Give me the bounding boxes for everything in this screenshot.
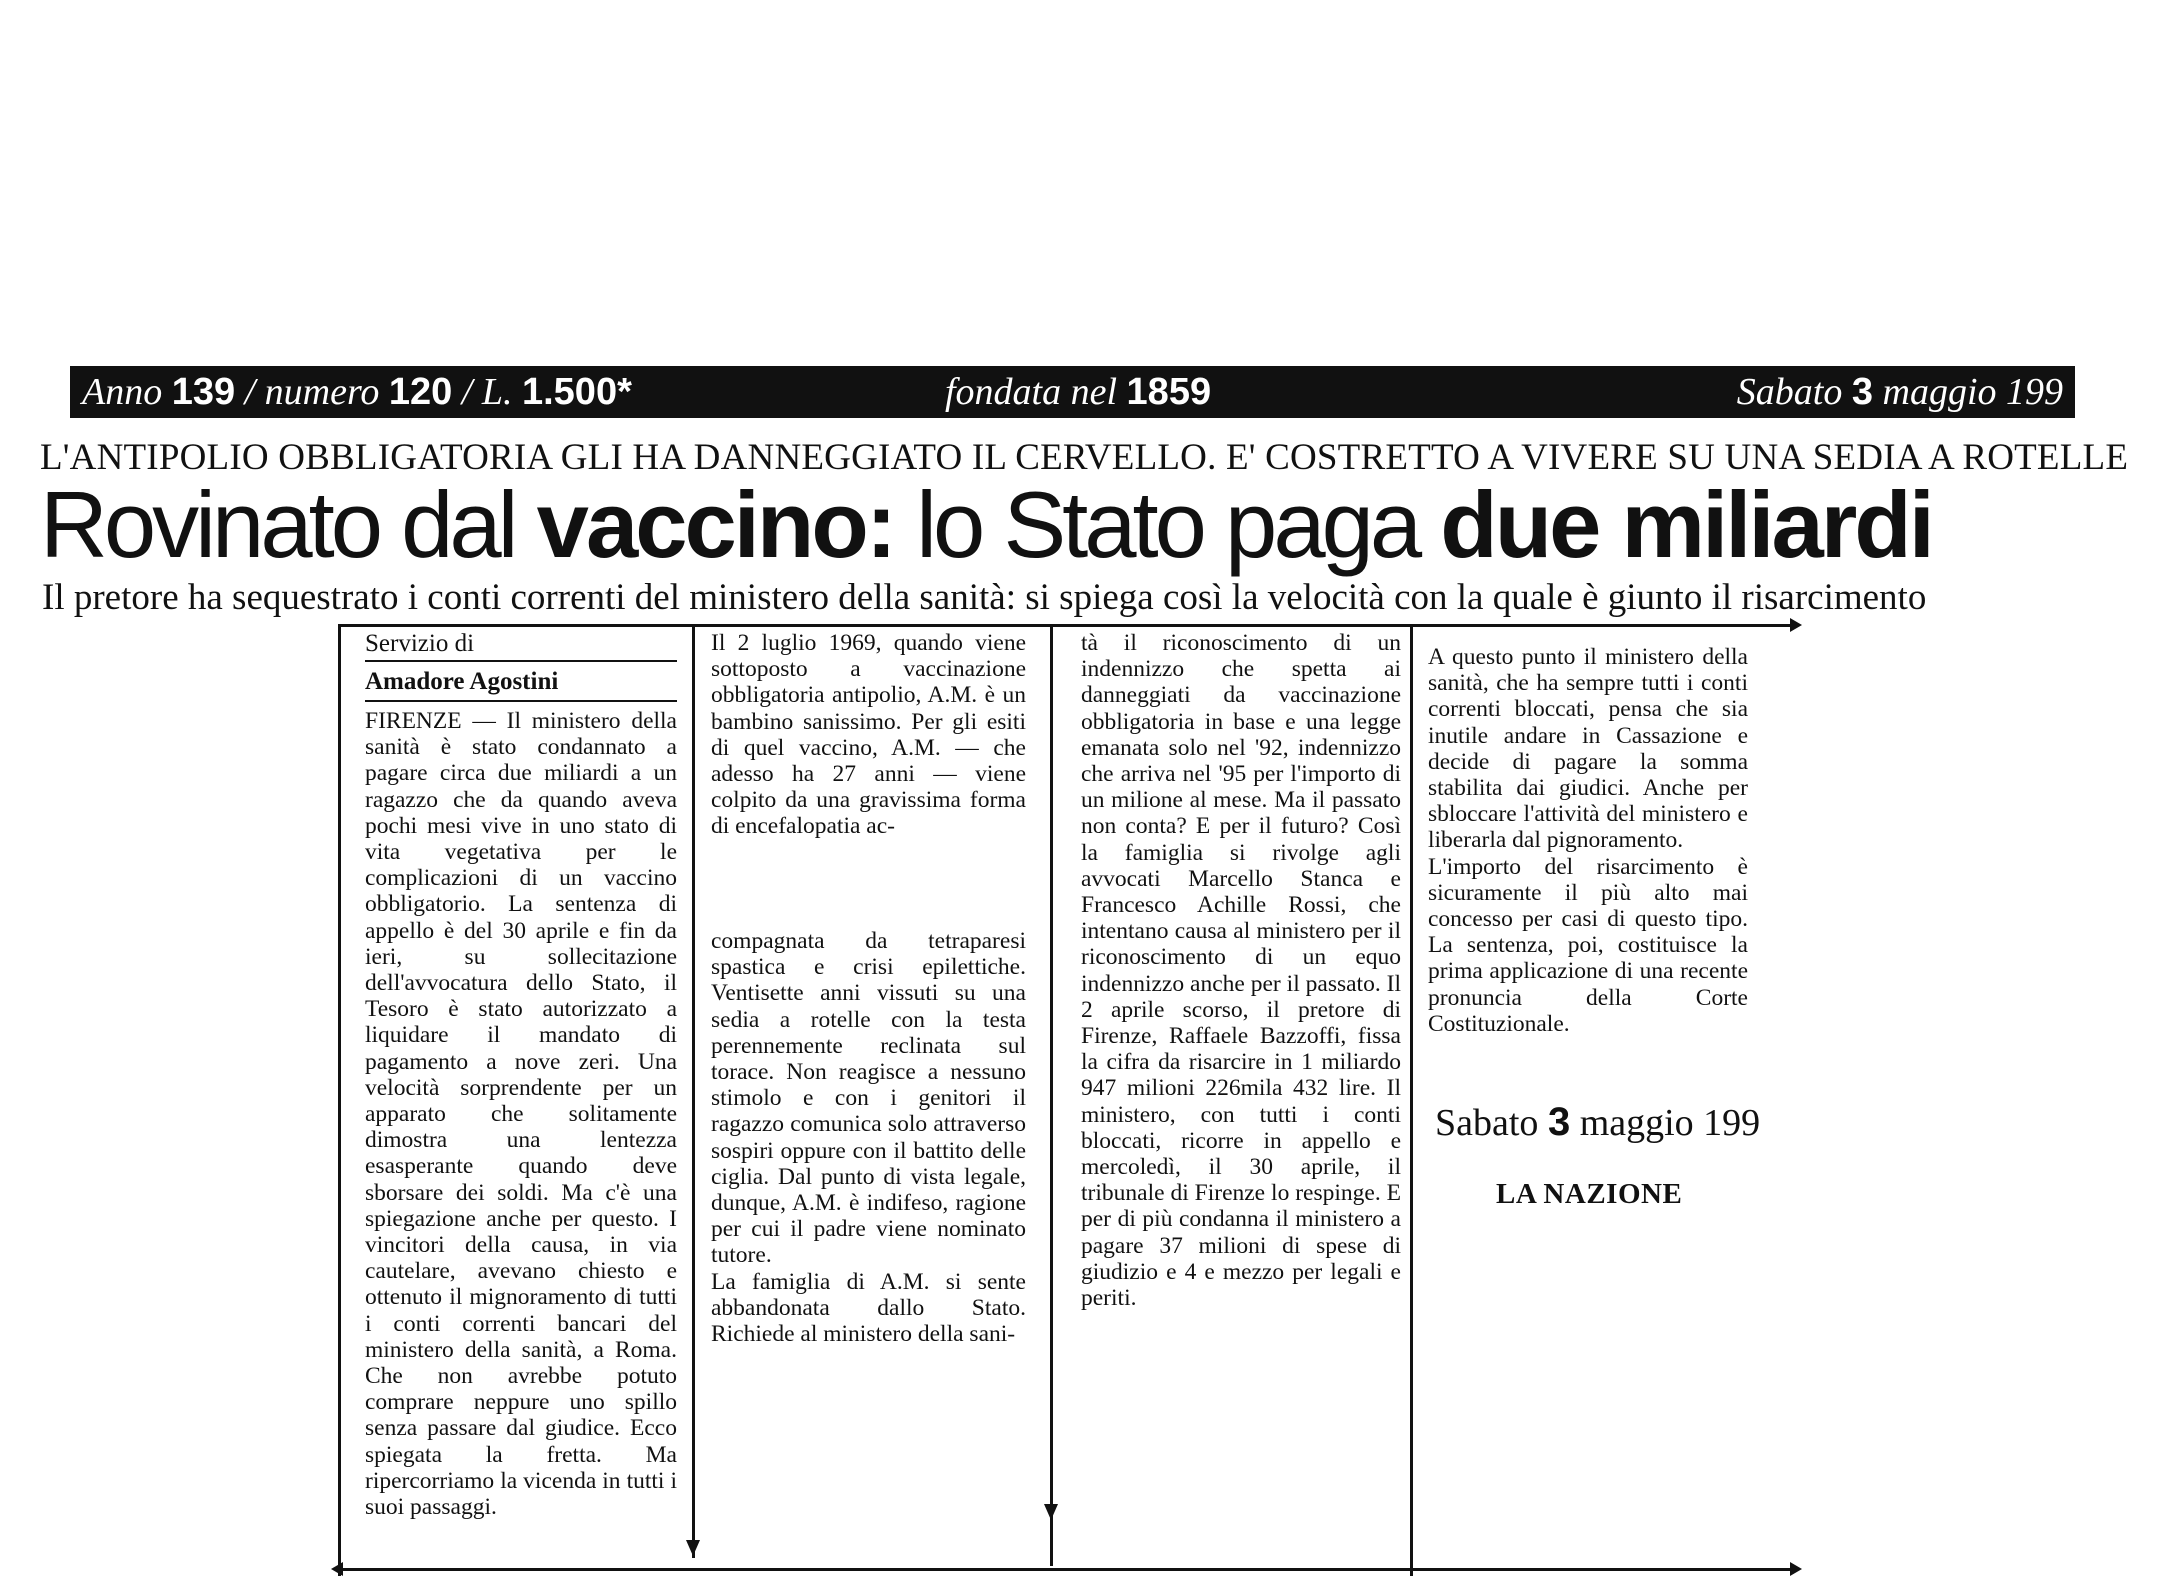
article-column-2-bottom	[711, 928, 1026, 1347]
headline-part-4: due miliardi	[1440, 472, 1932, 577]
arrow-right-icon	[1790, 618, 1802, 632]
top-frame-rule	[338, 624, 1792, 627]
article-column-1	[365, 708, 677, 1520]
price-label: / L.	[461, 371, 513, 413]
headline-part-2: vaccino:	[536, 472, 895, 577]
arrow-down-icon	[1044, 1504, 1058, 1520]
column-rule	[338, 626, 341, 1576]
numero-number: 120	[388, 371, 453, 413]
masthead-bar	[70, 366, 2085, 418]
article-column-4	[1428, 644, 1748, 1037]
arrow-left-icon	[331, 1562, 343, 1576]
founded-year: 1859	[1126, 371, 1212, 413]
byline-rule	[365, 700, 677, 702]
numero-label: / numero	[244, 371, 380, 413]
anno-label: Anno	[82, 371, 163, 413]
column-rule	[1410, 626, 1413, 1576]
article-paragraph: Il 2 luglio 1969, quando viene sottoposto a vaccinazione obbligatoria antipolio, A.M. è un bambino sanissimo. Per gli esiti di quel vaccino, A.M. — che adesso ha 27 anni — viene colpito da una gravissima forma di encefalopatia ac-	[711, 630, 1026, 840]
clipping-date	[1435, 1100, 1760, 1145]
newspaper-source: LA NAZIONE	[1496, 1178, 1683, 1210]
article-paragraph: tà il riconoscimento di un indennizzo che spetta ai danneggiati da vaccinazione obbligatoria in base e una legge emanata solo nel '92, indennizzo che arriva nel '95 per l'importo di un milione al mese. Ma il passato non conta? E per il futuro? Così la famiglia si rivolge agli avvocati Marcello Stanca e Francesco Achille Rossi, che intentano causa al ministero per il riconoscimento di un equo indennizzo anche per il passato. Il 2 aprile scorso, il pretore di Firenze, Raffaele Bazzoffi, fissa la cifra da risarcire in 1 miliardo 947 milioni 226mila 432 lire. Il ministero, con tutti i conti bloccati, ricorre in appello e mercoledì, il 30 aprile, il tribunale di Firenze lo respinge. E per di più condanna il ministero a pagare 37 milioni di spese di giudizio e 4 e mezzo per legali e periti.	[1081, 630, 1401, 1312]
byline-label: Servizio di	[365, 630, 475, 657]
clipping-date-number: 3	[1547, 1100, 1571, 1144]
clipping-date-day: Sabato	[1435, 1102, 1539, 1144]
masthead-date-day: Sabato	[1736, 371, 1843, 413]
article-paragraph: FIRENZE — Il ministero della sanità è stato condannato a pagare circa due miliardi a un ragazzo che da quando aveva pochi mesi vive in uno stato di vita vegetativa per le complicazioni di un vaccino obbligatorio. La sentenza di appello è del 30 aprile e fin da ieri, su sollecitazione dell'avvocatura dello Stato, il Tesoro è stato autorizzato a liquidare il mandato di pagamento a nove zeri. Una velocità sorprendente per un apparato che solitamente dimostra una lentezza esasperante quando deve sborsare dei soldi. Ma c'è una spiegazione anche per questo. I vincitori della causa, in via cautelare, avevano chiesto e ottenuto il mignoramento di tutti i conti correnti bancari del ministero della sanità, a Roma. Che non avrebbe potuto comprare neppure uno spillo senza passare dal giudice. Ecco spiegata la fretta. Ma ripercorriamo la vicenda in tutti i suoi passaggi.	[365, 708, 677, 1521]
article-paragraph: L'importo del risarcimento è sicuramente il più alto mai concesso per casi di questo tipo. La sentenza, poi, costituisce la prima applicazione di una recente pronuncia della Corte Costituzionale.	[1428, 853, 1748, 1037]
masthead-date	[1737, 370, 2063, 414]
arrow-right-icon	[1790, 1562, 1802, 1576]
clipping-date-month: maggio 199	[1579, 1102, 1761, 1144]
anno-number: 139	[171, 371, 236, 413]
article-paragraph: A questo punto il ministero della sanità, che ha sempre tutti i conti correnti bloccati, pensa che sia inutile andare in Cassazione e decide di pagare la somma stabilita dai giudici. Anche per sbloccare l'attività del ministero e liberarla dal pignoramento.	[1428, 644, 1748, 854]
article-paragraph: compagnata da tetraparesi spastica e crisi epilettiche. Ventisette anni vissuti su una sedia a rotelle con la testa perennemente reclinata sul torace. Non reagisce a nessuno stimolo e con i genitori il ragazzo comunica solo attraverso sospiri oppure con il battito delle ciglia. Dal punto di vista legale, dunque, A.M. è indifeso, ragione per cui il padre viene nominato tutore.	[711, 928, 1026, 1269]
headline-part-1: Rovinato dal	[40, 472, 537, 577]
founded-label: fondata nel	[945, 371, 1118, 413]
main-headline	[40, 470, 1932, 580]
article-column-3	[1081, 630, 1401, 1311]
column-rule	[692, 626, 695, 1558]
article-column-2-top	[711, 630, 1026, 840]
masthead-date-number: 3	[1851, 371, 1873, 413]
arrow-down-icon	[686, 1540, 700, 1556]
kicker-headline: L'ANTIPOLIO OBBLIGATORIA GLI HA DANNEGGIATO IL CERVELLO. E' COSTRETTO A VIVERE SU UNA SEDIA A ROTELLE	[40, 437, 2129, 478]
headline-part-3: lo Stato paga	[894, 472, 1441, 577]
price-value: 1.500*	[521, 371, 632, 413]
column-rule	[1050, 626, 1053, 1566]
byline-rule	[365, 660, 677, 662]
masthead-founded	[945, 370, 1211, 414]
subheadline: Il pretore ha sequestrato i conti correnti del ministero della sanità: si spiega così la velocità con la quale è giunto il risarcimento	[42, 577, 1927, 618]
masthead-date-month: maggio 199	[1882, 371, 2063, 413]
bottom-frame-rule	[338, 1568, 1798, 1571]
masthead-issue	[82, 370, 632, 414]
article-paragraph: La famiglia di A.M. si sente abbandonata dallo Stato. Richiede al ministero della sani-	[711, 1268, 1026, 1348]
byline-author: Amadore Agostini	[365, 668, 559, 695]
masthead-edge	[2071, 366, 2085, 418]
